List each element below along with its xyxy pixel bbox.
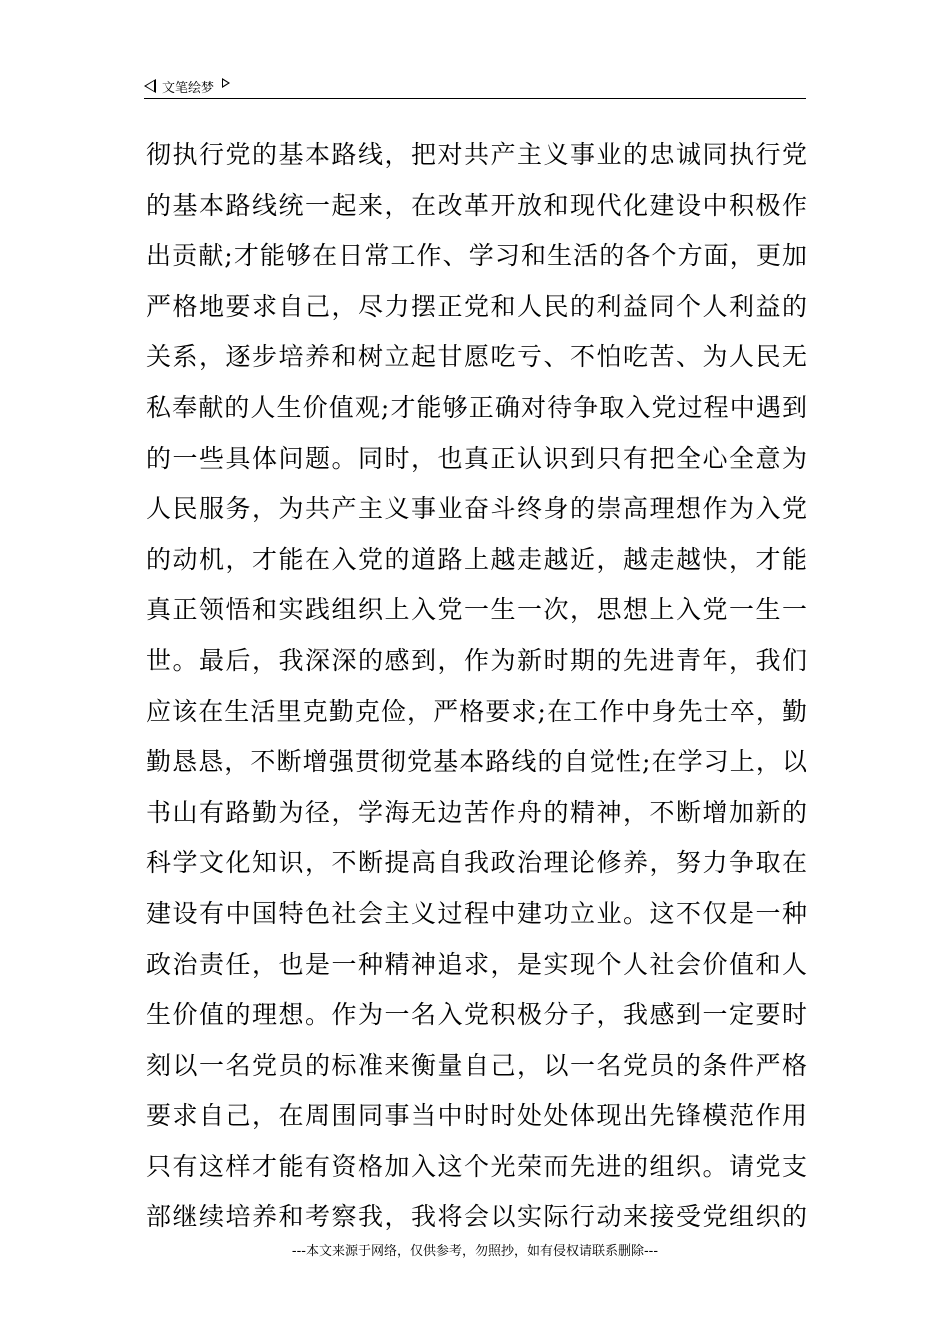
page-footer: ---本文来源于网络，仅供参考，勿照抄，如有侵权请联系删除--- [291, 1244, 659, 1259]
text-line: 只有这样才能有资格加入这个光荣而先进的组织。请党支 [146, 1151, 808, 1181]
text-line: 的动机，才能在入党的道路上越走越近，越走越快，才能 [146, 544, 808, 574]
triangle-left-outline-icon [144, 79, 156, 93]
text-line: 的一些具体问题。同时，也真正认识到只有把全心全意为 [146, 443, 808, 473]
page-header [144, 74, 806, 98]
document-body [146, 130, 808, 1243]
text-line: 应该在生活里克勤克俭，严格要求;在工作中身先士卒，勤 [146, 696, 808, 726]
text-line: 生价值的理想。作为一名入党积极分子，我感到一定要时 [146, 1000, 808, 1030]
text-line: 真正领悟和实践组织上入党一生一次，思想上入党一生一 [146, 595, 808, 625]
text-line: 勤恳恳，不断增强贯彻党基本路线的自觉性;在学习上，以 [146, 747, 808, 777]
text-line: 的基本路线统一起来，在改革开放和现代化建设中积极作 [146, 190, 808, 220]
text-line: 人民服务，为共产主义事业奋斗终身的崇高理想作为入党 [146, 494, 808, 524]
header-divider [144, 98, 806, 99]
text-line: 关系，逐步培养和树立起甘愿吃亏、不怕吃苦、为人民无 [146, 342, 808, 372]
text-line: 彻执行党的基本路线，把对共产主义事业的忠诚同执行党 [146, 140, 808, 169]
text-line: 要求自己，在周围同事当中时时处处体现出先锋模范作用 [146, 1101, 808, 1131]
text-line: 建设有中国特色社会主义过程中建功立业。这不仅是一种 [146, 898, 808, 928]
text-line: 严格地要求自己，尽力摆正党和人民的利益同个人利益的 [146, 291, 808, 321]
text-line: 出贡献;才能够在日常工作、学习和生活的各个方面，更加 [146, 241, 808, 271]
text-line: 政治责任，也是一种精神追求，是实现个人社会价值和人 [146, 949, 808, 979]
text-line: 世。最后，我深深的感到，作为新时期的先进青年，我们 [146, 645, 808, 675]
header-title: 文笔绘梦 [162, 80, 215, 96]
text-line: 书山有路勤为径，学海无边苦作舟的精神，不断增加新的 [146, 797, 808, 827]
triangle-right-outline-icon [222, 78, 230, 88]
text-line: 刻以一名党员的标准来衡量自己，以一名党员的条件严格 [146, 1050, 808, 1080]
text-line: 部继续培养和考察我，我将会以实际行动来接受党组织的 [146, 1202, 808, 1232]
text-line: 科学文化知识，不断提高自我政治理论修养，努力争取在 [146, 848, 808, 878]
text-line: 私奉献的人生价值观;才能够正确对待争取入党过程中遇到 [146, 392, 808, 422]
